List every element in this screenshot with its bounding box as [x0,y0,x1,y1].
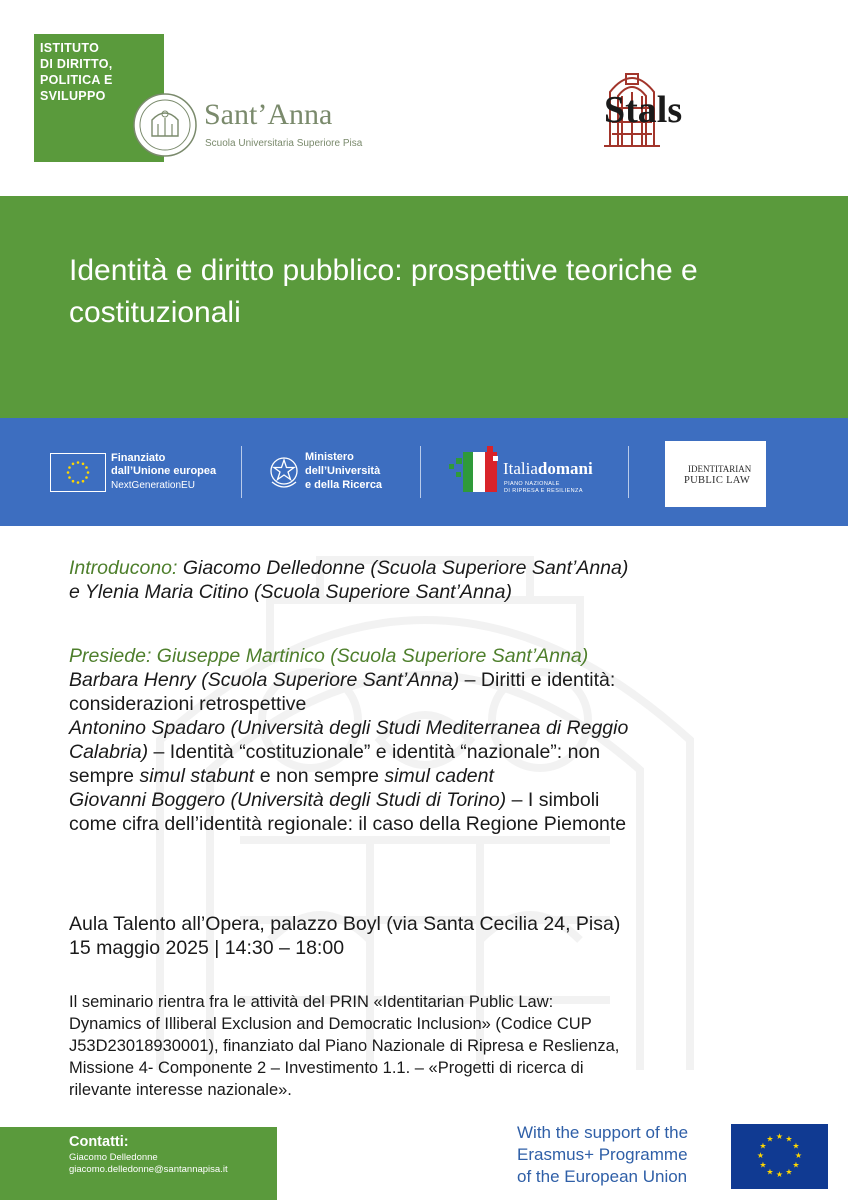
institute-name-line: POLITICA E [40,73,113,87]
intro-line [69,556,829,580]
ministry-line: e della Ricerca [305,479,383,491]
divider [628,446,629,498]
talk-title: sempre [69,765,140,787]
talk-title: – I simboli [506,789,600,811]
svg-text:★: ★ [766,1167,774,1177]
svg-text:★: ★ [766,1134,774,1144]
talk-speaker: Antonino Spadaro (Università degli Studi Mediterranea di Reggio [69,717,629,739]
italian-republic-emblem-icon [267,452,301,492]
university-subtitle: Scuola Universitaria Superiore Pisa [205,138,363,149]
intro-speaker: e Ylenia Maria Citino (Scuola Superiore Sant’Anna) [69,581,512,603]
ipl-logo-line: PUBLIC LAW [684,475,751,486]
italiadomani-flag-icon [449,446,499,494]
talk-speaker: Barbara Henry (Scuola Superiore Sant’Anna) [69,669,460,691]
stals-logo-text: Stals [604,89,683,131]
svg-text:★: ★ [759,1141,767,1151]
talk-title: – Diritti e identità: [459,669,616,691]
svg-text:★: ★ [785,1134,793,1144]
eu-funding-line: dall’Unione europea [111,465,217,477]
talk-title: considerazioni retrospettive [69,693,307,715]
eu-flag-icon [50,453,106,492]
event-details [69,912,829,960]
contacts-title: Contatti: [69,1134,129,1150]
divider [241,446,242,498]
talk-title: e non sempre [254,765,385,787]
institute-name-line: ISTITUTO [40,41,100,55]
notice-line: Il seminario rientra fra le attività del PRIN «Identitarian Public Law: [69,993,554,1011]
funding-notice [69,991,829,1101]
svg-text:★: ★ [792,1160,800,1170]
italiadomani-subtitle: PIANO NAZIONALE [504,481,560,487]
ipl-logo-line: IDENTITARIAN [688,464,752,474]
erasmus-line: Erasmus+ Programme [517,1145,688,1164]
intro-speaker: Giacomo Delledonne (Scuola Superiore Sant’Anna) [177,557,629,579]
page-title: Identità e diritto pubblico: prospettive teoriche e costituzionali [69,254,698,329]
italiadomani-brand-a: Italia [503,459,538,478]
eu-funding-line: NextGenerationEU [111,480,195,491]
talk-speaker: Giovanni Boggero (Università degli Studi di Torino) [69,789,507,811]
talk-line [69,740,829,764]
talk-line [69,788,829,812]
santanna-seal-icon [132,92,198,158]
university-name: Sant’Anna [204,98,333,131]
contact-email-link[interactable]: giacomo.delledonne@santannapisa.it [69,1164,228,1175]
erasmus-line: of the European Union [517,1167,688,1186]
svg-text:★: ★ [792,1141,800,1151]
erasmus-line: With the support of the [517,1123,689,1142]
institute-name-line: SVILUPPO [40,89,106,103]
talk-title-latin: simul cadent [384,765,494,787]
eu-flag-icon [731,1124,828,1189]
ministry-line: dell’Università [305,465,381,477]
talk-speaker: Calabria) [69,741,149,763]
svg-text:★: ★ [785,1167,793,1177]
svg-text:★: ★ [775,1132,784,1141]
svg-text:★: ★ [756,1151,765,1160]
svg-text:★: ★ [794,1151,803,1160]
talk-title: – Identità “costituzionale” e identità “nazionale”: non [148,741,601,763]
notice-line: Missione 4- Componente 2 – Investimento 1.1. – «Progetti di ricerca di [69,1059,584,1077]
chair-line: Presiede: Giuseppe Martinico (Scuola Superiore Sant’Anna) [69,645,589,667]
talk-title: come cifra dell’identità regionale: il caso della Regione Piemonte [69,813,627,835]
event-venue: Aula Talento all’Opera, palazzo Boyl (via Santa Cecilia 24, Pisa) [69,913,621,935]
italiadomani-brand-b: domani [537,459,593,478]
ministry-line: Ministero [305,451,354,463]
notice-line: Dynamics of Illiberal Exclusion and Democratic Inclusion» (Codice CUP [69,1015,592,1033]
intro-label: Introducono: [69,557,178,579]
event-datetime: 15 maggio 2025 | 14:30 – 18:00 [69,937,345,959]
svg-text:★: ★ [775,1170,784,1179]
italiadomani-logo-text [503,459,593,479]
talk-line [69,668,829,692]
eu-funding-line: Finanziato [111,452,166,464]
divider [420,446,421,498]
talk-line [69,764,829,788]
talk-title-latin: simul stabunt [139,765,255,787]
session-section [69,644,829,836]
intro-section [69,556,829,604]
notice-line: J53D23018930001), finanziato dal Piano Nazionale di Ripresa e Reslienza, [69,1037,620,1055]
institute-name-line: DI DIRITTO, [40,57,113,71]
svg-text:★: ★ [759,1160,767,1170]
italiadomani-subtitle: DI RIPRESA E RESILIENZA [504,488,583,494]
contact-name: Giacomo Delledonne [69,1152,158,1163]
notice-line: rilevante interesse nazionale». [69,1081,292,1099]
